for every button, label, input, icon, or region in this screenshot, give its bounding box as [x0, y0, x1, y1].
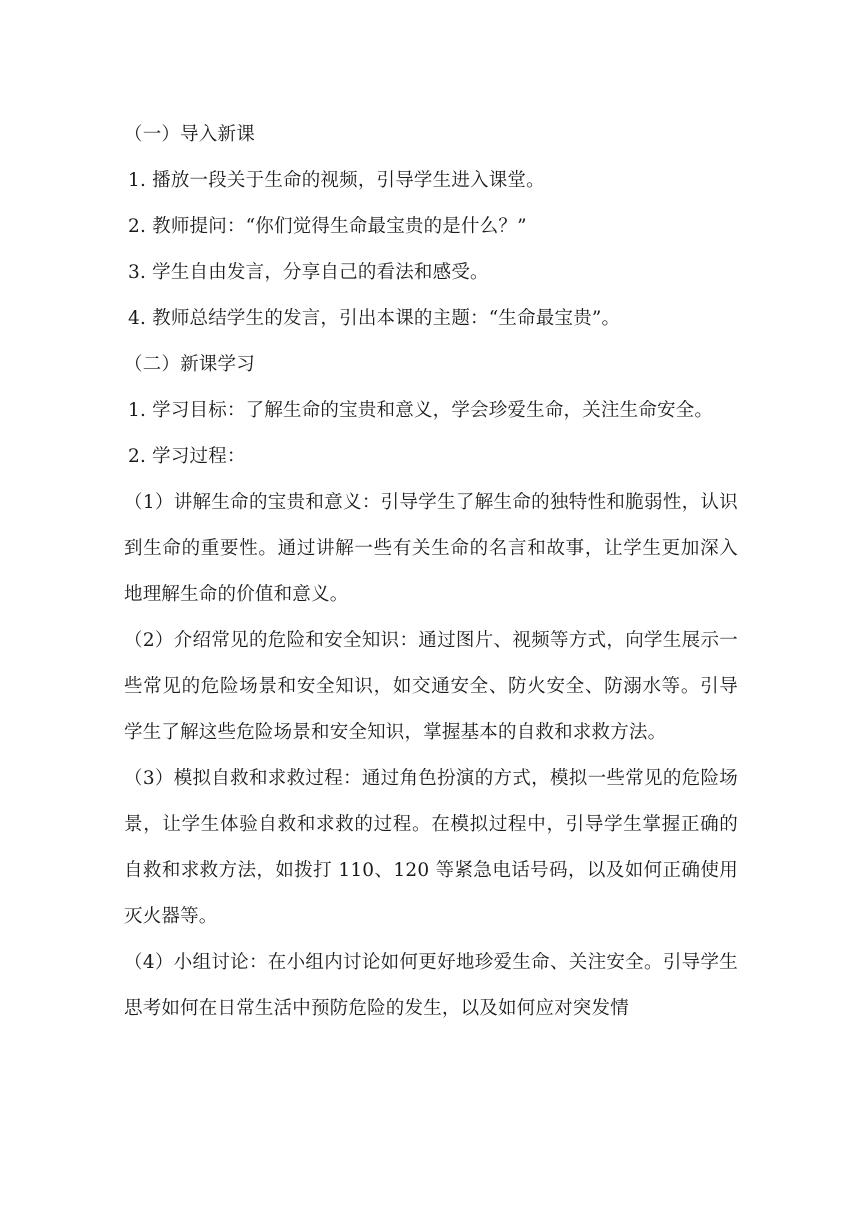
- intro-item-1: 1. 播放一段关于生命的视频，引导学生进入课堂。: [128, 170, 545, 191]
- lesson-subitem-2: （2）介绍常见的危险和安全知识：通过图片、视频等方式，向学生展示一些常见的危险场景和安全知识，如交通安全、防火安全、防溺水等。引导学生了解这些危险场景和安全知识，掌握基本的自救和求救方法。: [124, 630, 738, 743]
- lesson-subitem-3: （3）模拟自救和求救过程：通过角色扮演的方式，模拟一些常见的危险场景，让学生体验自救和求救的过程。在模拟过程中，引导学生掌握正确的自救和求救方法，如拨打 110、120 等紧急电话号码，以及如何正确使用灭火器等。: [124, 768, 738, 927]
- lesson-item-2: 2. 学习过程：: [128, 446, 246, 467]
- section-heading-new-lesson: （二）新课学习: [124, 354, 255, 375]
- section-heading-intro: （一）导入新课: [124, 124, 255, 145]
- lesson-subitem-1: （1）讲解生命的宝贵和意义：引导学生了解生命的独特性和脆弱性，认识到生命的重要性。通过讲解一些有关生命的名言和故事，让学生更加深入地理解生命的价值和意义。: [124, 492, 738, 605]
- intro-item-4: 4. 教师总结学生的发言，引出本课的主题：“生命最宝贵”。: [128, 308, 621, 329]
- intro-item-2: 2. 教师提问：“你们觉得生命最宝贵的是什么？”: [128, 216, 527, 237]
- lesson-item-1: 1. 学习目标：了解生命的宝贵和意义，学会珍爱生命，关注生命安全。: [128, 400, 714, 421]
- document-body: [124, 112, 738, 1032]
- intro-item-3: 3. 学生自由发言，分享自己的看法和感受。: [128, 262, 489, 283]
- lesson-subitem-4: （4）小组讨论：在小组内讨论如何更好地珍爱生命、关注安全。引导学生思考如何在日常生活中预防危险的发生，以及如何应对突发情: [124, 952, 738, 1019]
